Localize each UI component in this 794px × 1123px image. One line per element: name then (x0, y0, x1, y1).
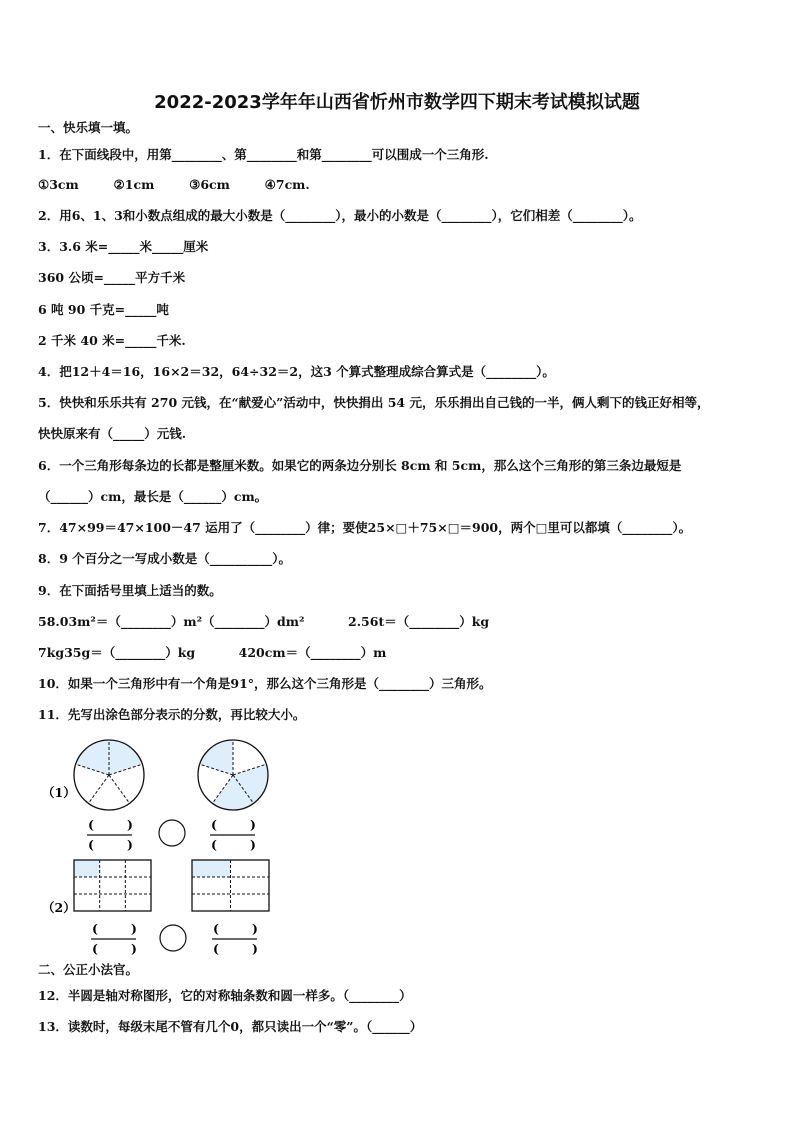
paren-open: ( (213, 921, 219, 936)
page-title: 2022-2023学年年山西省忻州市数学四下期末考试模拟试题 (154, 92, 640, 113)
question-line: （______）cm，最长是（______）cm。 (38, 489, 268, 504)
figure-label-2: （2） (42, 900, 76, 915)
paren-close: ) (250, 837, 256, 852)
paren-close: ) (250, 817, 256, 832)
paren-open: ( (211, 837, 217, 852)
section-heading: 一、快乐填一填。 (38, 120, 139, 135)
question-line: 1．在下面线段中，用第________、第________和第________可以围成一个三角形. (38, 147, 489, 162)
question-line: 6 吨 90 千克=_____吨 (38, 302, 169, 317)
question-line: 12．半圆是轴对称图形，它的对称轴条数和圆一样多。（________） (38, 988, 412, 1003)
question-line: 5．快快和乐乐共有 270 元钱，在“献爱心”活动中，快快捐出 54 元，乐乐捐出自己钱的一半，俩人剩下的钱正好相等， (38, 395, 710, 410)
question-line: 8．9 个百分之一写成小数是（__________）。 (38, 551, 291, 566)
paren-close: ) (252, 921, 258, 936)
paren-close: ) (131, 941, 137, 956)
compare-circle (159, 820, 185, 846)
question-line: 7．47×99＝47×100－47 运用了（________）律；要使25×□＋75×□＝900，两个□里可以都填（________）。 (38, 520, 692, 535)
question-line: 6．一个三角形每条边的长都是整厘米数。如果它的两条边分别长 8cm 和 5cm，那么这个三角形的第三条边最短是 (38, 458, 682, 473)
question-line: ①3cm ②1cm ③6cm ④7cm. (38, 177, 310, 192)
question-line: 13．读数时，每级末尾不管有几个0，都只读出一个“零”。（______） (38, 1019, 423, 1034)
section-heading: 二、公正小法官。 (38, 962, 139, 977)
question-line: 360 公顷=_____平方千米 (38, 270, 186, 285)
paren-open: ( (88, 817, 94, 832)
question-line: 9．在下面括号里填上适当的数。 (38, 583, 222, 598)
paren-open: ( (211, 817, 217, 832)
grid-left-shaded-cell (74, 860, 100, 877)
paren-open: ( (88, 837, 94, 852)
grid-right-shaded-cell (192, 860, 231, 877)
compare-circle (160, 925, 186, 951)
question-line: 2 千米 40 米=_____千米. (38, 333, 186, 348)
figure-label-1: （1） (42, 785, 76, 800)
question-line: 3．3.6 米=_____米_____厘米 (38, 239, 209, 254)
paren-close: ) (127, 817, 133, 832)
question-line: 快快原来有（_____）元钱. (38, 426, 187, 441)
question-line: 10．如果一个三角形中有一个角是91°，那么这个三角形是（________）三角形。 (38, 676, 492, 691)
question-line: 58.03m²＝（________）m²（________）dm² 2.56t＝（________）kg (38, 614, 490, 629)
paren-close: ) (252, 941, 258, 956)
paren-close: ) (127, 837, 133, 852)
question-line: 2．用6、1、3和小数点组成的最大小数是（________），最小的小数是（________），它们相差（________）。 (38, 208, 642, 223)
paren-open: ( (92, 941, 98, 956)
paren-open: ( (213, 941, 219, 956)
paren-close: ) (131, 921, 137, 936)
question-line: 7kg35g＝（________）kg 420cm＝（________）m (38, 645, 387, 660)
question-line: 4．把12＋4＝16，16×2＝32，64÷32＝2，这3 个算式整理成综合算式是（________）。 (38, 364, 555, 379)
question-line: 11．先写出涂色部分表示的分数，再比较大小。 (38, 707, 306, 722)
paren-open: ( (92, 921, 98, 936)
